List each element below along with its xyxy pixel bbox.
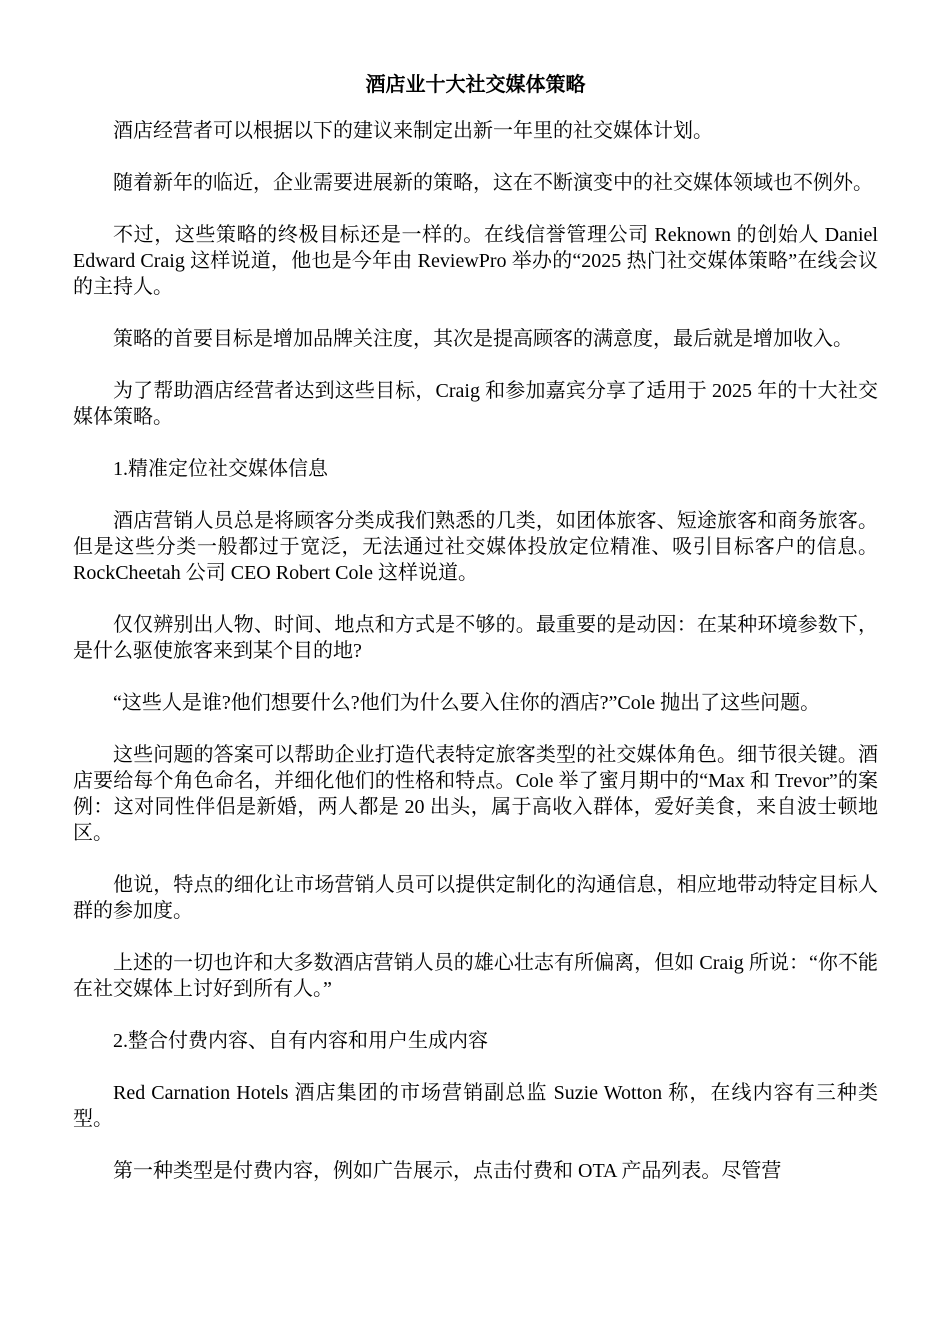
paragraph: Red Carnation Hotels 酒店集团的市场营销副总监 Suzie Wotton 称，在线内容有三种类型。 bbox=[73, 1082, 878, 1130]
paragraph: 这些问题的答案可以帮助企业打造代表特定旅客类型的社交媒体角色。细节很关键。酒店要给每个角色命名，并细化他们的性格和特点。Cole 举了蜜月期中的“Max 和 Trevor”的案例：这对同性伴侣是新婚，两人都是 20 出头，属于高收入群体，爱好美食，来自波士顿地区。 bbox=[73, 744, 878, 844]
paragraph: 上述的一切也许和大多数酒店营销人员的雄心壮志有所偏离，但如 Craig 所说：“你不能在社交媒体上讨好到所有人。” bbox=[73, 952, 878, 1000]
paragraph: 他说，特点的细化让市场营销人员可以提供定制化的沟通信息，相应地带动特定目标人群的参加度。 bbox=[73, 874, 878, 922]
paragraph: 酒店经营者可以根据以下的建议来制定出新一年里的社交媒体计划。 bbox=[113, 120, 713, 142]
paragraph: 策略的首要目标是增加品牌关注度，其次是提高顾客的满意度，最后就是增加收入。 bbox=[113, 328, 853, 350]
paragraph: 仅仅辨别出人物、时间、地点和方式是不够的。最重要的是动因：在某种环境参数下，是什么驱使旅客来到某个目的地? bbox=[73, 614, 878, 662]
document-title: 酒店业十大社交媒体策略 bbox=[365, 74, 586, 96]
section-heading: 2.整合付费内容、自有内容和用户生成内容 bbox=[113, 1030, 488, 1052]
paragraph: “这些人是谁?他们想要什么?他们为什么要入住你的酒店?”Cole 抛出了这些问题。 bbox=[113, 692, 821, 714]
paragraph: 随着新年的临近，企业需要进展新的策略，这在不断演变中的社交媒体领域也不例外。 bbox=[113, 172, 873, 194]
section-heading: 1.精准定位社交媒体信息 bbox=[113, 458, 328, 480]
document-page bbox=[73, 72, 878, 1210]
paragraph: 不过，这些策略的终极目标还是一样的。在线信誉管理公司 Reknown 的创始人 Daniel Edward Craig 这样说道，他也是今年由 ReviewPro 举办的“2025 热门社交媒体策略”在线会议的主持人。 bbox=[73, 224, 878, 298]
paragraph: 酒店营销人员总是将顾客分类成我们熟悉的几类，如团体旅客、短途旅客和商务旅客。但是这些分类一般都过于宽泛，无法通过社交媒体投放定位精准、吸引目标客户的信息。RockCheetah 公司 CEO Robert Cole 这样说道。 bbox=[73, 510, 878, 584]
paragraph: 为了帮助酒店经营者达到这些目标，Craig 和参加嘉宾分享了适用于 2025 年的十大社交媒体策略。 bbox=[73, 380, 878, 428]
paragraph: 第一种类型是付费内容，例如广告展示，点击付费和 OTA 产品列表。尽管营 bbox=[113, 1160, 782, 1182]
